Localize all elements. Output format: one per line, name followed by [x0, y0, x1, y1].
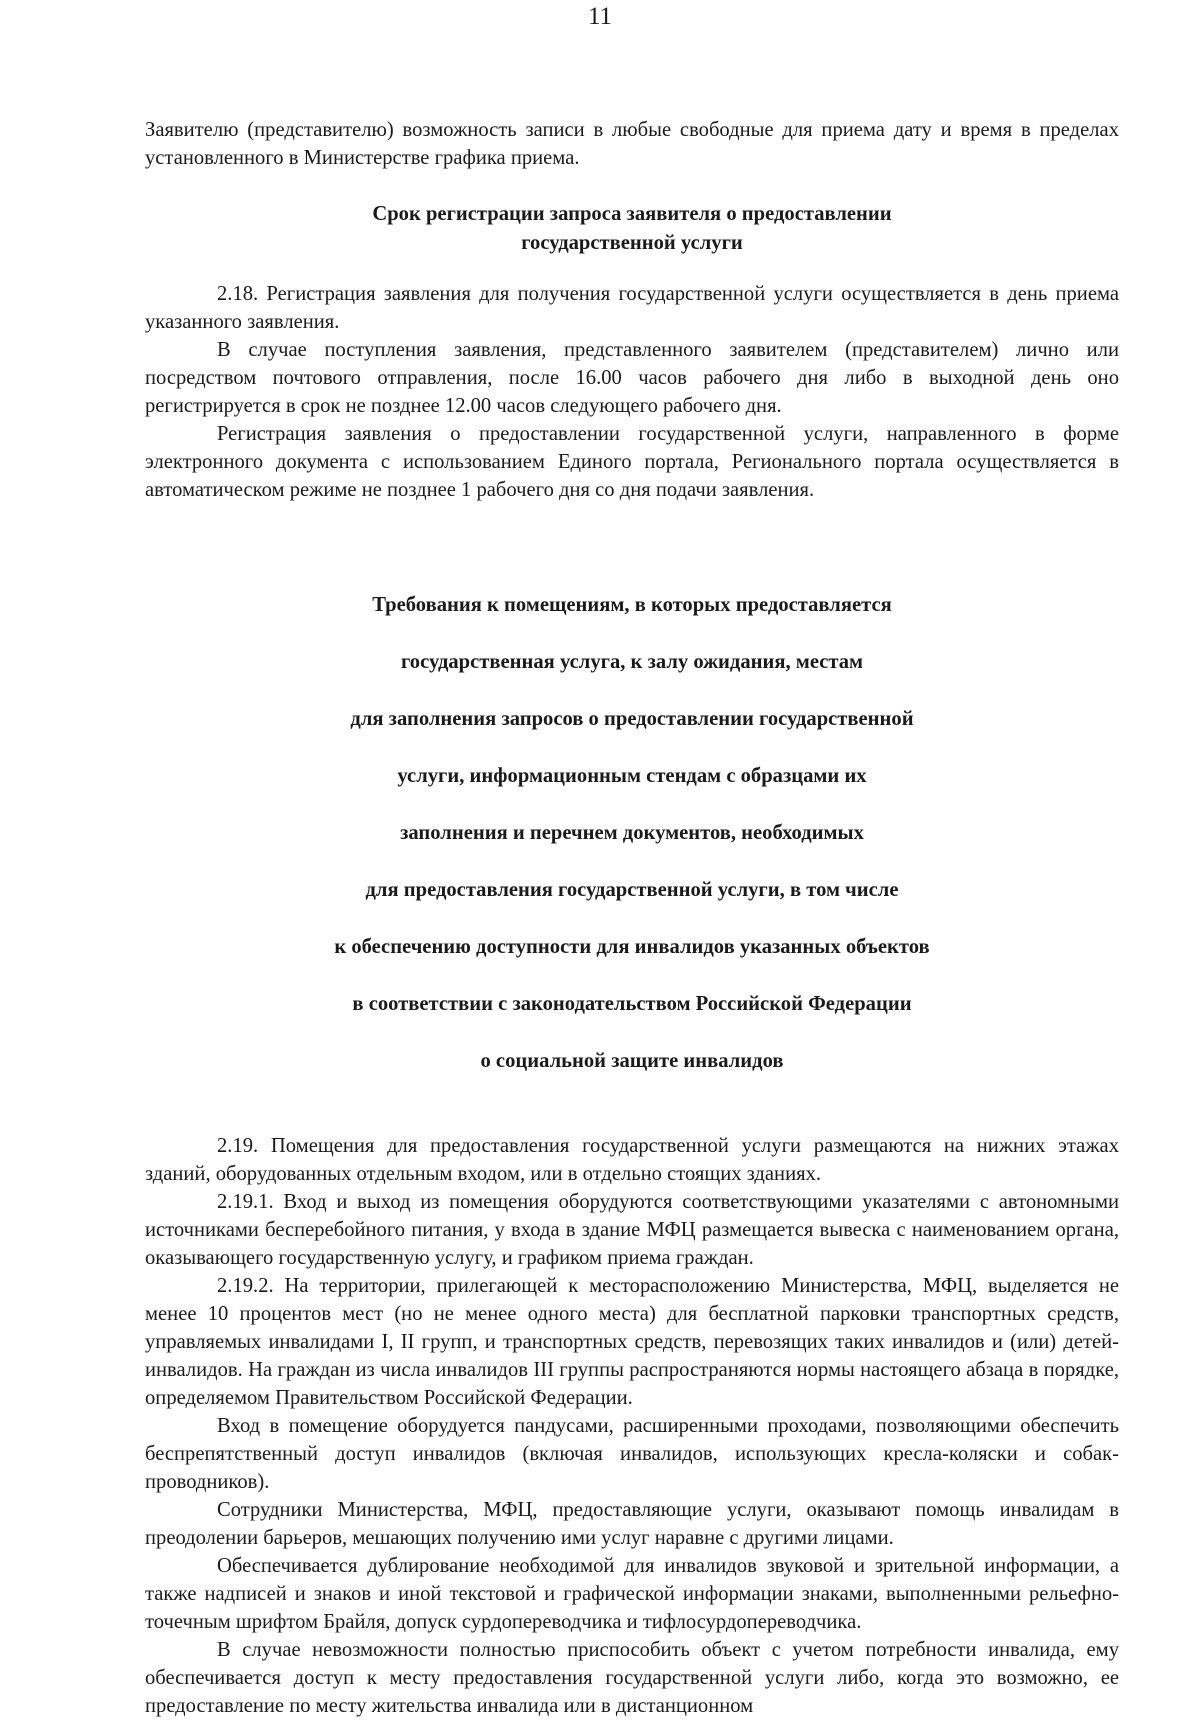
heading-line: для предоставления государственной услуги, в том числе: [365, 878, 899, 901]
section-heading-registration-term: Срок регистрации запроса заявителя о предоставлении государственной услуги: [372, 203, 892, 254]
heading-line: заполнения и перечнем документов, необходимых: [400, 821, 864, 844]
page-number: 11: [587, 3, 613, 30]
paragraph-2-19-1: 2.19.1. Вход и выход из помещения оборудуются соответствующими указателями с автономными источниками бесперебойного питания, у входа в здание МФЦ размещается вывеска с наименованием органа, оказывающего государственную услугу, и графиком приема граждан.: [145, 1190, 1119, 1269]
paragraph-2-19: 2.19. Помещения для предоставления государственной услуги размещаются на нижних этажах зданий, оборудованных отдельным входом, или в отдельно стоящих зданиях.: [145, 1134, 1119, 1185]
paragraph-braille-duplication: Обеспечивается дублирование необходимой для инвалидов звуковой и зрительной информации, а также надписей и знаков и иной текстовой и графической информации знаками, выполненными рельефно-точечным шрифтом Брайля, допуск сурдопереводчика и тифлосурдопереводчика.: [145, 1554, 1119, 1633]
heading-line: услуги, информационным стендам с образцами их: [397, 764, 867, 787]
heading-line: к обеспечению доступности для инвалидов указанных объектов: [334, 935, 930, 958]
paragraph-2-18: 2.18. Регистрация заявления для получения государственной услуги осуществляется в день приема указанного заявления.: [145, 283, 1119, 333]
paragraph-electronic-registration: Регистрация заявления о предоставлении государственной услуги, направленного в форме электронного документа с использованием Единого портала, Регионального портала осуществляется в автоматическом режиме не позднее 1 рабочего дня со дня подачи заявления.: [145, 423, 1119, 501]
paragraph-entrance-ramps: Вход в помещение оборудуется пандусами, расширенными проходами, позволяющими обеспечить беспрепятственный доступ инвалидов (включая инвалидов, использующих кресла-коляски и собак-проводников).: [145, 1414, 1119, 1493]
paragraph-staff-assistance: Сотрудники Министерства, МФЦ, предоставляющие услуги, оказывают помощь инвалидам в преодолении барьеров, мешающих получению ими услуг наравне с другими лицами.: [145, 1498, 1119, 1549]
paragraph-2-19-2: 2.19.2. На территории, прилегающей к месторасположению Министерства, МФЦ, выделяется не менее 10 процентов мест (но не менее одного места) для бесплатной парковки транспортных средств, управляемых инвалидами I, II групп, и транспортных средств, перевозящих таких инвалидов и (или) детей-инвалидов. На граждан из числа инвалидов III группы распространяются нормы настоящего абзаца в порядке, определяемом Правительством Российской Федерации.: [145, 1274, 1119, 1409]
heading-line: в соответствии с законодательством Российской Федерации: [352, 992, 912, 1015]
intro-paragraph: Заявителю (представителю) возможность записи в любые свободные для приема дату и время в пределах установленного в Министерстве графика приема.: [145, 119, 1119, 169]
section-heading-premises-requirements: [145, 562, 1119, 1104]
heading-line: о социальной защите инвалидов: [480, 1049, 784, 1072]
heading-line: Требования к помещениям, в которых предоставляется: [372, 593, 892, 616]
paragraph-remote-provision: В случае невозможности полностью приспособить объект с учетом потребности инвалида, ему обеспечивается доступ к месту предоставления государственной услуги либо, когда это возможно, ее предоставление по месту жительства инвалида или в дистанционном: [145, 1638, 1119, 1717]
heading-line: государственная услуга, к залу ожидания, местам: [400, 650, 864, 673]
document-body: [145, 116, 1119, 1720]
paragraph-late-receipt: В случае поступления заявления, представленного заявителем (представителем) лично или посредством почтового отправления, после 16.00 часов рабочего дня либо в выходной день оно регистрируется в срок не позднее 12.00 часов следующего рабочего дня.: [145, 339, 1119, 417]
heading-line: для заполнения запросов о предоставлении государственной: [350, 707, 914, 730]
